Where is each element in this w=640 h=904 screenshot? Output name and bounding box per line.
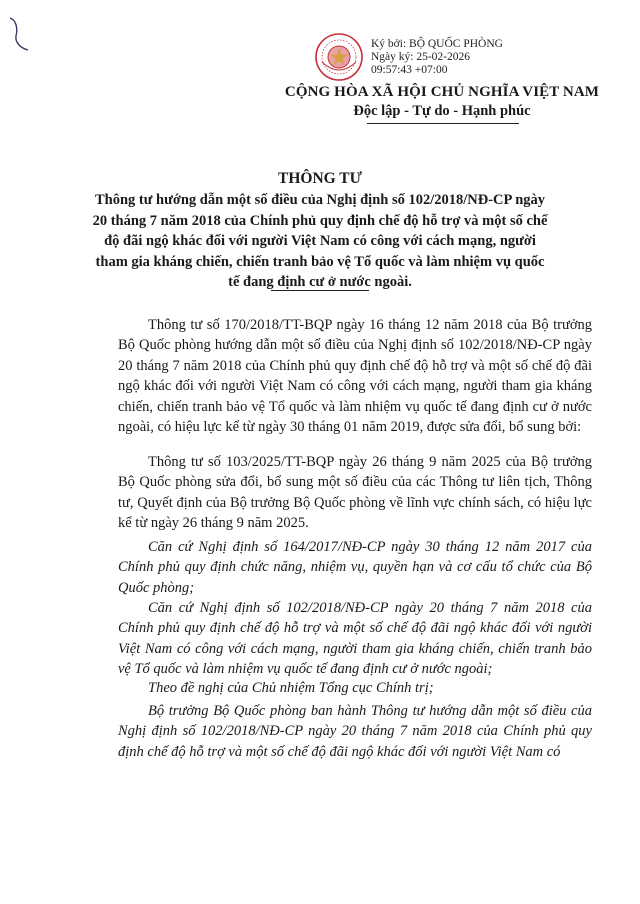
paragraph-issuance: Bộ trưởng Bộ Quốc phòng ban hành Thông tư hướng dẫn một số điều của Nghị định số 102/2018/NĐ-CP ngày 20 tháng 7 năm 2018 của Chính phủ quy định chế độ hỗ trợ và một số chế độ đãi ngộ khác đối với người Việt Nam có bbox=[118, 703, 592, 760]
signed-by: Ký bởi: BỘ QUỐC PHÒNG bbox=[371, 38, 503, 50]
document-type: THÔNG TƯ bbox=[278, 170, 362, 187]
paragraph-consolidation: Thông tư số 170/2018/TT-BQP ngày 16 tháng 12 năm 2018 của Bộ trưởng Bộ Quốc phòng hướng dẫn một số điều của Nghị định số 102/2018/NĐ-CP ngày 20 tháng 7 năm 2018 của Chính phủ quy định chế độ hỗ trợ và một số chế độ đãi ngộ khác đối với người Việt Nam có công với cách mạng, người tham gia kháng chiến, chiến tranh bảo vệ Tổ quốc và làm nhiệm vụ quốc tế đang định cư ở nước ngoài, có hiệu lực kể từ ngày 30 tháng 01 năm 2019, được sửa đổi, bổ sung bởi: bbox=[118, 317, 592, 436]
title-underline bbox=[271, 290, 369, 291]
paragraph-proposal: Theo đề nghị của Chủ nhiệm Tổng cục Chính trị; bbox=[148, 680, 434, 696]
national-motto: Độc lập - Tự do - Hạnh phúc bbox=[353, 103, 531, 119]
sign-date: Ngày ký: 25-02-2026 bbox=[371, 51, 471, 63]
nation-name: CỘNG HÒA XÃ HỘI CHỦ NGHĨA VIỆT NAM bbox=[284, 84, 600, 100]
paragraph-amendment: Thông tư số 103/2025/TT-BQP ngày 26 tháng 9 năm 2025 của Bộ trưởng Bộ Quốc phòng sửa đổi, bổ sung một số điều của các Thông tư liên tịch, Thông tư, Quyết định của Bộ trưởng Bộ Quốc phòng về lĩnh vực chính sách, có hiệu lực kể từ ngày 26 tháng 9 năm 2025. bbox=[118, 454, 592, 532]
paragraph-legal-basis-2: Căn cứ Nghị định số 102/2018/NĐ-CP ngày 20 tháng 7 năm 2018 của Chính phủ quy định chế độ hỗ trợ và một số chế độ đãi ngộ khác đối với người Việt Nam có công với cách mạng, người tham gia kháng chiến, chiến tranh bảo vệ Tổ quốc và làm nhiệm vụ quốc tế đang định cư ở nước ngoài; bbox=[118, 600, 592, 678]
sign-time: 09:57:43 +07:00 bbox=[371, 64, 448, 76]
digital-signature-info bbox=[371, 38, 503, 77]
paragraph-legal-basis-1: Căn cứ Nghị định số 164/2017/NĐ-CP ngày 30 tháng 12 năm 2017 của Chính phủ quy định chức năng, nhiệm vụ, quyền hạn và cơ cấu tổ chức của Bộ Quốc phòng; bbox=[118, 539, 592, 596]
motto-underline bbox=[367, 123, 519, 124]
handwritten-mark-icon bbox=[6, 14, 32, 54]
national-seal-icon bbox=[314, 32, 364, 82]
document-title: Thông tư hướng dẫn một số điều của Nghị định số 102/2018/NĐ-CP ngày 20 tháng 7 năm 2018 của Chính phủ quy định chế độ hỗ trợ và một số chế độ đãi ngộ khác đối với người Việt Nam có công với cách mạng, người tham gia kháng chiến, chiến tranh bảo vệ Tổ quốc và làm nhiệm vụ quốc tế đang định cư ở nước ngoài. bbox=[92, 192, 548, 290]
